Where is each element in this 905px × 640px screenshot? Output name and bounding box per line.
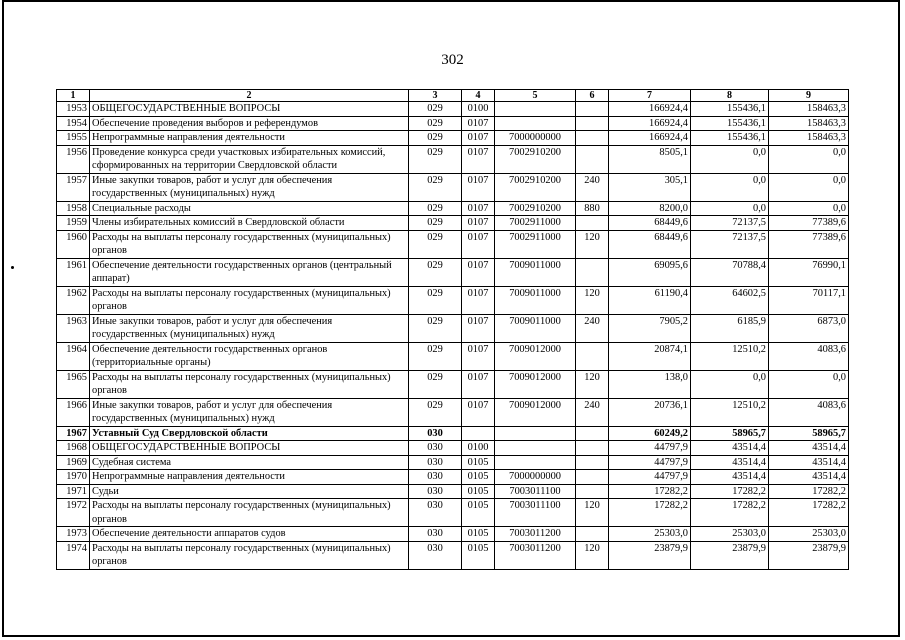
section-code: 0105 bbox=[462, 470, 495, 485]
dept-code: 030 bbox=[409, 455, 462, 470]
expense-type bbox=[576, 116, 609, 131]
expense-type: 240 bbox=[576, 173, 609, 201]
item-name: Расходы на выплаты персоналу государственных (муниципальных) органов bbox=[90, 541, 409, 569]
item-name: ОБЩЕГОСУДАРСТВЕННЫЕ ВОПРОСЫ bbox=[90, 102, 409, 117]
row-number: 1954 bbox=[57, 116, 90, 131]
value-year-3: 17282,2 bbox=[769, 499, 849, 527]
table-row bbox=[57, 441, 849, 456]
dept-code: 030 bbox=[409, 441, 462, 456]
item-name: Расходы на выплаты персоналу государственных (муниципальных) органов bbox=[90, 370, 409, 398]
column-header-8: 8 bbox=[691, 90, 769, 102]
table-row bbox=[57, 102, 849, 117]
row-number: 1968 bbox=[57, 441, 90, 456]
value-year-3: 0,0 bbox=[769, 201, 849, 216]
section-code: 0107 bbox=[462, 145, 495, 173]
section-code: 0105 bbox=[462, 541, 495, 569]
value-year-2: 0,0 bbox=[691, 201, 769, 216]
expense-type: 240 bbox=[576, 398, 609, 426]
target-code bbox=[495, 116, 576, 131]
target-code: 7000000000 bbox=[495, 131, 576, 146]
table-row bbox=[57, 216, 849, 231]
column-header-9: 9 bbox=[769, 90, 849, 102]
row-number: 1965 bbox=[57, 370, 90, 398]
item-name: Проведение конкурса среди участковых избирательных комиссий, сформированных на территории Свердловской области bbox=[90, 145, 409, 173]
value-year-3: 4083,6 bbox=[769, 342, 849, 370]
column-header-5: 5 bbox=[495, 90, 576, 102]
column-header-4: 4 bbox=[462, 90, 495, 102]
value-year-1: 44797,9 bbox=[609, 441, 691, 456]
value-year-3: 43514,4 bbox=[769, 455, 849, 470]
section-code: 0107 bbox=[462, 342, 495, 370]
value-year-2: 70788,4 bbox=[691, 258, 769, 286]
dept-code: 029 bbox=[409, 201, 462, 216]
value-year-1: 69095,6 bbox=[609, 258, 691, 286]
page-number: 302 bbox=[441, 52, 464, 68]
target-code: 7003011100 bbox=[495, 484, 576, 499]
value-year-2: 72137,5 bbox=[691, 230, 769, 258]
section-code: 0107 bbox=[462, 314, 495, 342]
target-code: 7009012000 bbox=[495, 398, 576, 426]
value-year-1: 68449,6 bbox=[609, 216, 691, 231]
value-year-2: 155436,1 bbox=[691, 131, 769, 146]
target-code: 7002910200 bbox=[495, 173, 576, 201]
value-year-1: 8505,1 bbox=[609, 145, 691, 173]
value-year-1: 7905,2 bbox=[609, 314, 691, 342]
table-row bbox=[57, 499, 849, 527]
item-name: ОБЩЕГОСУДАРСТВЕННЫЕ ВОПРОСЫ bbox=[90, 441, 409, 456]
table-row bbox=[57, 455, 849, 470]
table-row bbox=[57, 145, 849, 173]
item-name: Расходы на выплаты персоналу государственных (муниципальных) органов bbox=[90, 499, 409, 527]
table-row bbox=[57, 342, 849, 370]
expense-type: 120 bbox=[576, 370, 609, 398]
value-year-3: 158463,3 bbox=[769, 102, 849, 117]
row-number: 1953 bbox=[57, 102, 90, 117]
value-year-3: 23879,9 bbox=[769, 541, 849, 569]
table-row bbox=[57, 258, 849, 286]
target-code: 7009011000 bbox=[495, 258, 576, 286]
dept-code: 030 bbox=[409, 541, 462, 569]
table-row bbox=[57, 201, 849, 216]
value-year-1: 20874,1 bbox=[609, 342, 691, 370]
item-name: Уставный Суд Свердловской области bbox=[90, 426, 409, 441]
value-year-3: 158463,3 bbox=[769, 131, 849, 146]
value-year-3: 58965,7 bbox=[769, 426, 849, 441]
section-code: 0107 bbox=[462, 173, 495, 201]
expense-type bbox=[576, 342, 609, 370]
column-header-6: 6 bbox=[576, 90, 609, 102]
value-year-1: 8200,0 bbox=[609, 201, 691, 216]
section-code: 0105 bbox=[462, 499, 495, 527]
row-number: 1967 bbox=[57, 426, 90, 441]
target-code bbox=[495, 102, 576, 117]
target-code: 7003011100 bbox=[495, 499, 576, 527]
value-year-2: 6185,9 bbox=[691, 314, 769, 342]
table-row bbox=[57, 527, 849, 542]
value-year-3: 43514,4 bbox=[769, 470, 849, 485]
expense-type bbox=[576, 258, 609, 286]
section-code bbox=[462, 426, 495, 441]
target-code: 7002911000 bbox=[495, 216, 576, 231]
row-number: 1958 bbox=[57, 201, 90, 216]
expense-type bbox=[576, 470, 609, 485]
expense-type bbox=[576, 102, 609, 117]
dept-code: 029 bbox=[409, 102, 462, 117]
column-header-7: 7 bbox=[609, 90, 691, 102]
value-year-3: 158463,3 bbox=[769, 116, 849, 131]
value-year-3: 76990,1 bbox=[769, 258, 849, 286]
column-header-1: 1 bbox=[57, 90, 90, 102]
expense-type bbox=[576, 131, 609, 146]
row-number: 1956 bbox=[57, 145, 90, 173]
dept-code: 029 bbox=[409, 342, 462, 370]
value-year-3: 0,0 bbox=[769, 173, 849, 201]
dept-code: 029 bbox=[409, 286, 462, 314]
table-row bbox=[57, 370, 849, 398]
expense-type bbox=[576, 441, 609, 456]
item-name: Расходы на выплаты персоналу государственных (муниципальных) органов bbox=[90, 230, 409, 258]
value-year-2: 155436,1 bbox=[691, 116, 769, 131]
value-year-3: 77389,6 bbox=[769, 230, 849, 258]
row-number: 1969 bbox=[57, 455, 90, 470]
expense-type: 880 bbox=[576, 201, 609, 216]
section-code: 0100 bbox=[462, 102, 495, 117]
expense-type bbox=[576, 145, 609, 173]
expense-type bbox=[576, 527, 609, 542]
table-row bbox=[57, 286, 849, 314]
table-body bbox=[57, 102, 849, 570]
dept-code: 030 bbox=[409, 426, 462, 441]
dept-code: 029 bbox=[409, 116, 462, 131]
value-year-2: 72137,5 bbox=[691, 216, 769, 231]
target-code bbox=[495, 426, 576, 441]
target-code: 7002910200 bbox=[495, 201, 576, 216]
item-name: Судебная система bbox=[90, 455, 409, 470]
item-name: Обеспечение деятельности аппаратов судов bbox=[90, 527, 409, 542]
item-name: Расходы на выплаты персоналу государственных (муниципальных) органов bbox=[90, 286, 409, 314]
item-name: Иные закупки товаров, работ и услуг для обеспечения государственных (муниципальных) нужд bbox=[90, 314, 409, 342]
value-year-2: 17282,2 bbox=[691, 484, 769, 499]
value-year-2: 12510,2 bbox=[691, 342, 769, 370]
table-row bbox=[57, 470, 849, 485]
value-year-1: 166924,4 bbox=[609, 131, 691, 146]
margin-dot bbox=[11, 266, 14, 269]
dept-code: 029 bbox=[409, 258, 462, 286]
expense-type bbox=[576, 455, 609, 470]
target-code: 7009011000 bbox=[495, 314, 576, 342]
table-row bbox=[57, 173, 849, 201]
value-year-3: 77389,6 bbox=[769, 216, 849, 231]
value-year-1: 61190,4 bbox=[609, 286, 691, 314]
value-year-3: 0,0 bbox=[769, 145, 849, 173]
dept-code: 029 bbox=[409, 370, 462, 398]
expense-type: 120 bbox=[576, 286, 609, 314]
value-year-2: 58965,7 bbox=[691, 426, 769, 441]
expense-type bbox=[576, 426, 609, 441]
expense-type: 120 bbox=[576, 230, 609, 258]
value-year-1: 138,0 bbox=[609, 370, 691, 398]
dept-code: 029 bbox=[409, 314, 462, 342]
section-code: 0107 bbox=[462, 398, 495, 426]
target-code: 7002910200 bbox=[495, 145, 576, 173]
section-code: 0105 bbox=[462, 527, 495, 542]
section-code: 0107 bbox=[462, 216, 495, 231]
item-name: Иные закупки товаров, работ и услуг для обеспечения государственных (муниципальных) нужд bbox=[90, 173, 409, 201]
header-row bbox=[57, 90, 849, 102]
expense-type: 240 bbox=[576, 314, 609, 342]
value-year-2: 43514,4 bbox=[691, 441, 769, 456]
table-row bbox=[57, 484, 849, 499]
target-code bbox=[495, 441, 576, 456]
section-code: 0100 bbox=[462, 441, 495, 456]
row-number: 1974 bbox=[57, 541, 90, 569]
row-number: 1960 bbox=[57, 230, 90, 258]
value-year-1: 20736,1 bbox=[609, 398, 691, 426]
row-number: 1973 bbox=[57, 527, 90, 542]
value-year-1: 44797,9 bbox=[609, 455, 691, 470]
value-year-3: 17282,2 bbox=[769, 484, 849, 499]
value-year-2: 12510,2 bbox=[691, 398, 769, 426]
target-code: 7002911000 bbox=[495, 230, 576, 258]
section-code: 0105 bbox=[462, 455, 495, 470]
value-year-2: 17282,2 bbox=[691, 499, 769, 527]
row-number: 1955 bbox=[57, 131, 90, 146]
target-code bbox=[495, 455, 576, 470]
table-row bbox=[57, 398, 849, 426]
value-year-3: 6873,0 bbox=[769, 314, 849, 342]
row-number: 1966 bbox=[57, 398, 90, 426]
target-code: 7009012000 bbox=[495, 370, 576, 398]
target-code: 7003011200 bbox=[495, 527, 576, 542]
section-code: 0107 bbox=[462, 258, 495, 286]
item-name: Иные закупки товаров, работ и услуг для обеспечения государственных (муниципальных) нужд bbox=[90, 398, 409, 426]
value-year-2: 25303,0 bbox=[691, 527, 769, 542]
value-year-2: 0,0 bbox=[691, 145, 769, 173]
section-code: 0107 bbox=[462, 116, 495, 131]
section-code: 0107 bbox=[462, 230, 495, 258]
item-name: Непрограммные направления деятельности bbox=[90, 470, 409, 485]
budget-table bbox=[56, 89, 849, 570]
column-header-2: 2 bbox=[90, 90, 409, 102]
row-number: 1970 bbox=[57, 470, 90, 485]
row-number: 1964 bbox=[57, 342, 90, 370]
value-year-3: 0,0 bbox=[769, 370, 849, 398]
value-year-2: 43514,4 bbox=[691, 455, 769, 470]
value-year-3: 70117,1 bbox=[769, 286, 849, 314]
expense-type: 120 bbox=[576, 499, 609, 527]
section-code: 0107 bbox=[462, 131, 495, 146]
value-year-2: 43514,4 bbox=[691, 470, 769, 485]
value-year-1: 17282,2 bbox=[609, 499, 691, 527]
row-number: 1961 bbox=[57, 258, 90, 286]
value-year-1: 25303,0 bbox=[609, 527, 691, 542]
value-year-2: 0,0 bbox=[691, 173, 769, 201]
dept-code: 029 bbox=[409, 173, 462, 201]
item-name: Члены избирательных комиссий в Свердловской области bbox=[90, 216, 409, 231]
target-code: 7009012000 bbox=[495, 342, 576, 370]
table-row bbox=[57, 131, 849, 146]
value-year-1: 305,1 bbox=[609, 173, 691, 201]
expense-type: 120 bbox=[576, 541, 609, 569]
value-year-1: 23879,9 bbox=[609, 541, 691, 569]
item-name: Обеспечение деятельности государственных органов (центральный аппарат) bbox=[90, 258, 409, 286]
item-name: Обеспечение деятельности государственных органов (территориальные органы) bbox=[90, 342, 409, 370]
row-number: 1963 bbox=[57, 314, 90, 342]
section-code: 0105 bbox=[462, 484, 495, 499]
value-year-1: 166924,4 bbox=[609, 102, 691, 117]
row-number: 1959 bbox=[57, 216, 90, 231]
section-code: 0107 bbox=[462, 201, 495, 216]
value-year-1: 166924,4 bbox=[609, 116, 691, 131]
value-year-3: 4083,6 bbox=[769, 398, 849, 426]
dept-code: 030 bbox=[409, 527, 462, 542]
table-row bbox=[57, 541, 849, 569]
table-row bbox=[57, 116, 849, 131]
value-year-1: 17282,2 bbox=[609, 484, 691, 499]
dept-code: 030 bbox=[409, 470, 462, 485]
section-code: 0107 bbox=[462, 370, 495, 398]
target-code: 7009011000 bbox=[495, 286, 576, 314]
value-year-2: 64602,5 bbox=[691, 286, 769, 314]
row-number: 1962 bbox=[57, 286, 90, 314]
value-year-1: 44797,9 bbox=[609, 470, 691, 485]
row-number: 1957 bbox=[57, 173, 90, 201]
table-row bbox=[57, 314, 849, 342]
value-year-2: 155436,1 bbox=[691, 102, 769, 117]
item-name: Судьи bbox=[90, 484, 409, 499]
value-year-3: 43514,4 bbox=[769, 441, 849, 456]
table-row bbox=[57, 426, 849, 441]
value-year-1: 60249,2 bbox=[609, 426, 691, 441]
column-header-3: 3 bbox=[409, 90, 462, 102]
dept-code: 029 bbox=[409, 131, 462, 146]
item-name: Обеспечение проведения выборов и референдумов bbox=[90, 116, 409, 131]
dept-code: 030 bbox=[409, 499, 462, 527]
value-year-2: 0,0 bbox=[691, 370, 769, 398]
expense-type bbox=[576, 216, 609, 231]
dept-code: 029 bbox=[409, 230, 462, 258]
row-number: 1971 bbox=[57, 484, 90, 499]
item-name: Непрограммные направления деятельности bbox=[90, 131, 409, 146]
row-number: 1972 bbox=[57, 499, 90, 527]
dept-code: 029 bbox=[409, 216, 462, 231]
dept-code: 029 bbox=[409, 145, 462, 173]
item-name: Специальные расходы bbox=[90, 201, 409, 216]
value-year-2: 23879,9 bbox=[691, 541, 769, 569]
section-code: 0107 bbox=[462, 286, 495, 314]
table-row bbox=[57, 230, 849, 258]
dept-code: 030 bbox=[409, 484, 462, 499]
target-code: 7003011200 bbox=[495, 541, 576, 569]
expense-type bbox=[576, 484, 609, 499]
value-year-3: 25303,0 bbox=[769, 527, 849, 542]
target-code: 7000000000 bbox=[495, 470, 576, 485]
value-year-1: 68449,6 bbox=[609, 230, 691, 258]
dept-code: 029 bbox=[409, 398, 462, 426]
